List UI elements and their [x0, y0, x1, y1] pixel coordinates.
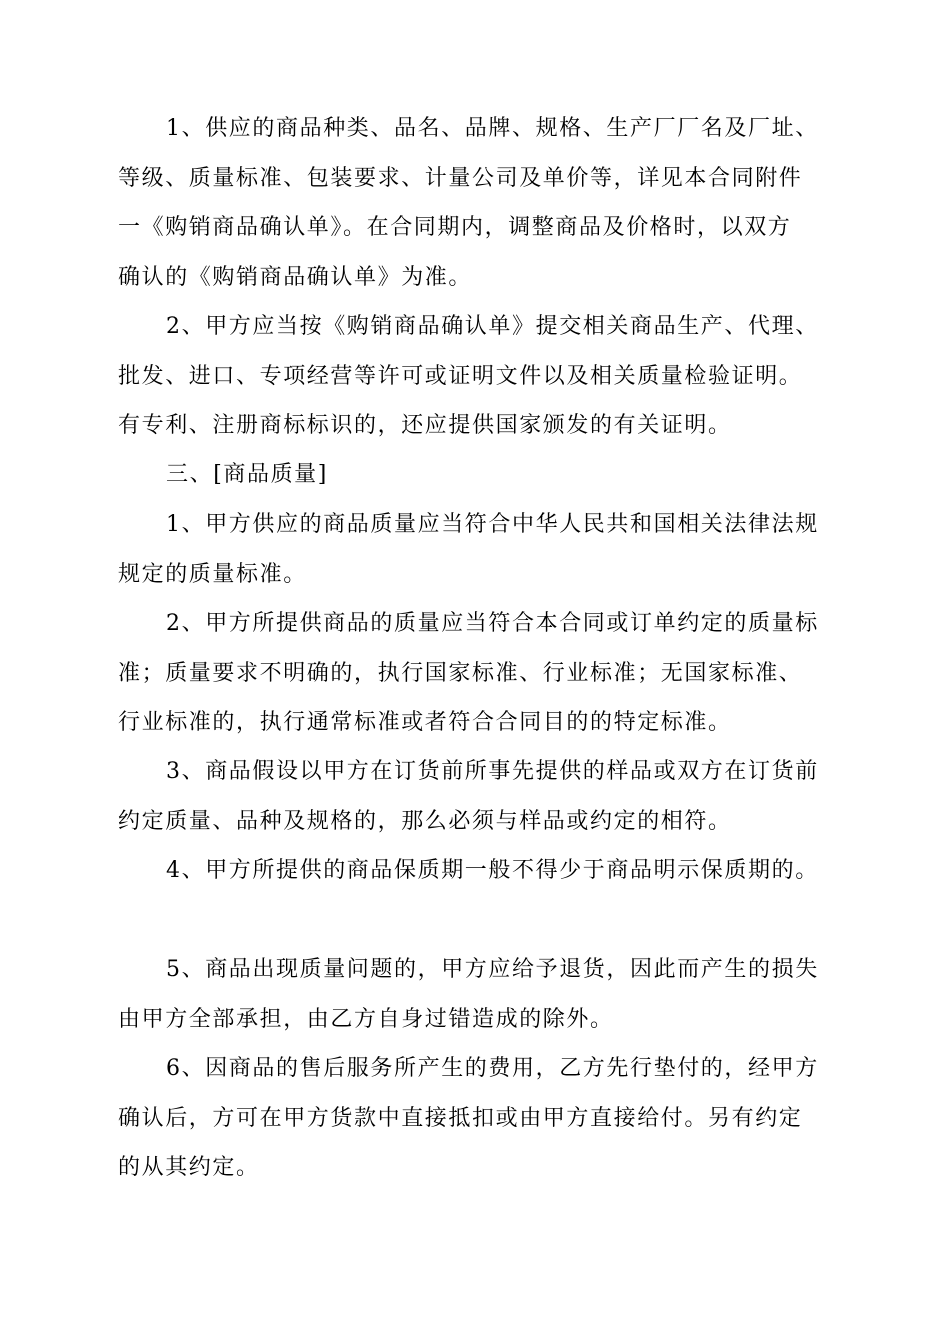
text-line: 的从其约定。	[118, 1155, 260, 1180]
text-line: 确认后，方可在甲方货款中直接抵扣或由甲方直接给付。另有约定	[118, 1105, 803, 1131]
section-heading-product-quality	[118, 450, 830, 500]
text-line: 一《购销商品确认单》。在合同期内，调整商品及价格时，以双方	[118, 215, 792, 240]
text-line: 6、因商品的售后服务所产生的费用，乙方先行垫付的，经甲方	[166, 1056, 819, 1081]
text-line: 2、甲方所提供商品的质量应当符合本合同或订单约定的质量标	[166, 611, 819, 636]
text-line: 4、甲方所提供的商品保质期一般不得少于商品明示保质期的。	[166, 858, 819, 883]
text-line: 确认的《购销商品确认单》为准。	[118, 264, 473, 290]
text-line: 行业标准的，执行通常标准或者符合合同目的的特定标准。	[118, 710, 732, 735]
text-line: 由甲方全部承担，由乙方自身过错造成的除外。	[118, 1006, 614, 1032]
paragraph-quality-law	[118, 500, 830, 599]
paragraph-after-sales-cost	[118, 1044, 830, 1193]
text-line: 1、供应的商品种类、品名、品牌、规格、生产厂厂名及厂址、	[166, 116, 819, 141]
text-line: 约定质量、品种及规格的，那么必须与样品或约定的相符。	[118, 808, 732, 834]
text-line: 2、甲方应当按《购销商品确认单》提交相关商品生产、代理、	[166, 314, 819, 339]
text-line: 批发、进口、专项经营等许可或证明文件以及相关质量检验证明。	[118, 363, 803, 389]
paragraph-license-documents	[118, 302, 830, 451]
paragraph-quality-standard	[118, 599, 830, 748]
paragraph-shelf-life	[118, 846, 830, 896]
text-line: 准；质量要求不明确的，执行国家标准、行业标准；无国家标准、	[118, 660, 803, 686]
text-line: 等级、质量标准、包装要求、计量公司及单价等，详见本合同附件	[118, 165, 803, 191]
paragraph-sample-conformity	[118, 747, 830, 846]
text-line: 规定的质量标准。	[118, 561, 307, 587]
text-line: 3、商品假设以甲方在订货前所事先提供的样品或双方在订货前	[166, 759, 819, 784]
text-line: 有专利、注册商标标识的，还应提供国家颁发的有关证明。	[118, 413, 732, 438]
paragraph-quality-issue-return	[118, 945, 830, 1044]
text-line: 5、商品出现质量问题的，甲方应给予退货，因此而产生的损失	[166, 957, 819, 982]
text-line: 1、甲方供应的商品质量应当符合中华人民共和国相关法律法规	[166, 512, 819, 537]
paragraph-supply-items	[118, 104, 830, 302]
section-heading-text: 三、[商品质量]	[166, 462, 328, 487]
